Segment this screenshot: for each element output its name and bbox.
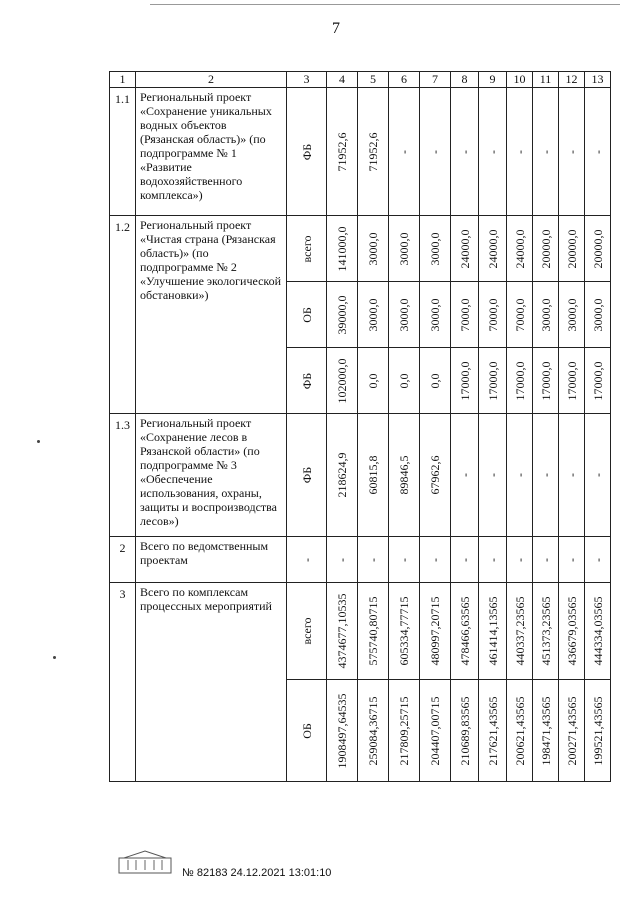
value-cell [585, 537, 611, 583]
value-text: 17000,0 [457, 361, 472, 400]
value-text: - [512, 473, 527, 477]
value-cell [533, 680, 559, 782]
value-cell [585, 216, 611, 282]
value-text: 39000,0 [335, 295, 349, 334]
value-text: 17000,0 [590, 361, 605, 400]
value-text: - [335, 557, 349, 562]
value-text: 0,0 [366, 373, 380, 388]
value-text: 4374677,10535 [335, 593, 349, 669]
value-text: 1908497,64535 [335, 693, 349, 768]
funding-source-label: всего [299, 234, 314, 263]
column-header: 5 [358, 72, 389, 88]
value-cell [420, 583, 451, 680]
value-text: 200271,43565 [564, 696, 579, 765]
funding-source-label: ФБ [299, 143, 314, 160]
value-text: - [512, 149, 527, 154]
value-cell [420, 348, 451, 414]
funding-source [287, 583, 327, 680]
value-cell [451, 282, 479, 348]
value-cell [358, 537, 389, 583]
column-header: 11 [533, 72, 559, 88]
value-cell [327, 680, 358, 782]
funding-source [287, 414, 327, 537]
value-text: 3000,0 [590, 298, 605, 331]
value-text: 3000,0 [564, 298, 579, 331]
value-text: 605334,77715 [397, 596, 411, 666]
column-header: 9 [479, 72, 507, 88]
value-text: 3000,0 [397, 298, 411, 331]
value-text: 440337,23565 [512, 596, 527, 666]
value-cell [358, 88, 389, 216]
value-text: 7000,0 [485, 298, 500, 331]
value-text: - [457, 473, 472, 477]
value-text: 20000,0 [590, 229, 605, 268]
value-cell [479, 414, 507, 537]
value-text: 575740,80715 [366, 596, 380, 666]
value-text: 141000,0 [335, 226, 349, 271]
value-cell [585, 88, 611, 216]
value-text: - [485, 149, 500, 154]
row-number: 1.1 [110, 88, 136, 216]
value-cell [389, 348, 420, 414]
value-cell [358, 414, 389, 537]
value-text: 436679,03565 [564, 596, 579, 666]
table-row [110, 537, 611, 583]
funding-source [287, 282, 327, 348]
value-cell [585, 680, 611, 782]
header-row [110, 72, 611, 88]
column-header: 2 [136, 72, 287, 88]
column-header: 3 [287, 72, 327, 88]
value-cell [479, 348, 507, 414]
project-name: Всего по ведомственным проектам [136, 537, 287, 583]
funding-source [287, 88, 327, 216]
value-text: - [457, 557, 472, 562]
value-cell [533, 88, 559, 216]
column-header: 1 [110, 72, 136, 88]
value-text: - [512, 557, 527, 562]
value-cell [389, 583, 420, 680]
row-number: 1.3 [110, 414, 136, 537]
value-cell [358, 583, 389, 680]
value-cell [389, 537, 420, 583]
value-text: 17000,0 [485, 361, 500, 400]
value-cell [358, 216, 389, 282]
value-text: 478466,63565 [457, 596, 472, 666]
value-text: 20000,0 [538, 229, 553, 268]
value-text: 3000,0 [538, 298, 553, 331]
value-cell [327, 583, 358, 680]
value-text: 7000,0 [457, 298, 472, 331]
funding-source-label: ФБ [299, 466, 314, 484]
value-text: - [485, 557, 500, 562]
funding-source-label: - [299, 557, 314, 562]
value-text: 3000,0 [428, 232, 442, 265]
column-header: 4 [327, 72, 358, 88]
value-cell [327, 88, 358, 216]
funding-source-label: всего [299, 617, 314, 645]
value-cell [507, 414, 533, 537]
project-name: Всего по комплексам процессных мероприятий [136, 583, 287, 782]
value-cell [559, 282, 585, 348]
value-text: - [564, 557, 579, 562]
column-header: 8 [451, 72, 479, 88]
value-cell [327, 414, 358, 537]
scan-speck [37, 440, 40, 443]
funding-source-label: ОБ [299, 306, 314, 323]
value-text: 17000,0 [512, 361, 527, 400]
value-text: 89846,5 [397, 455, 411, 495]
value-text: 3000,0 [366, 232, 380, 265]
value-cell [479, 537, 507, 583]
project-name: Региональный проект «Сохранение уникальных водных объектов (Рязанская область)» (по подпрограмме № 1 «Развитие водохозяйственного комплекса») [136, 88, 287, 216]
value-text: 3000,0 [366, 298, 380, 331]
value-cell [451, 216, 479, 282]
funding-source [287, 537, 327, 583]
value-text: 217621,43565 [485, 696, 500, 765]
value-cell [559, 537, 585, 583]
value-cell [389, 88, 420, 216]
value-text: 3000,0 [428, 298, 442, 331]
value-text: 3000,0 [397, 232, 411, 265]
value-text: - [538, 473, 553, 477]
value-cell [559, 348, 585, 414]
value-cell [585, 583, 611, 680]
value-cell [451, 348, 479, 414]
value-cell [479, 88, 507, 216]
value-cell [389, 680, 420, 782]
value-cell [358, 282, 389, 348]
funding-source-label: ФБ [299, 372, 314, 389]
value-cell [559, 88, 585, 216]
value-cell [451, 583, 479, 680]
value-text: 200621,43565 [512, 696, 527, 765]
budget-table [109, 71, 611, 782]
value-text: 20000,0 [564, 229, 579, 268]
value-cell [420, 414, 451, 537]
value-cell [358, 680, 389, 782]
value-text: 218624,9 [335, 452, 349, 498]
value-text: 204407,00715 [428, 696, 442, 765]
column-header: 13 [585, 72, 611, 88]
value-cell [327, 282, 358, 348]
value-cell [507, 537, 533, 583]
value-text: 461414,13565 [485, 596, 500, 666]
value-text: 199521,43565 [590, 696, 605, 765]
value-cell [327, 348, 358, 414]
value-text: 451373,23565 [538, 596, 553, 666]
row-number: 2 [110, 537, 136, 583]
value-cell [507, 583, 533, 680]
value-cell [507, 216, 533, 282]
column-header: 7 [420, 72, 451, 88]
value-cell [533, 282, 559, 348]
value-cell [533, 583, 559, 680]
value-cell [420, 537, 451, 583]
value-cell [533, 537, 559, 583]
value-text: 60815,8 [366, 455, 380, 495]
value-text: - [590, 473, 605, 477]
value-text: - [428, 149, 442, 154]
funding-source [287, 216, 327, 282]
value-text: - [538, 149, 553, 154]
document-registration-number: № 82183 24.12.2021 13:01:10 [182, 867, 332, 879]
value-cell [585, 414, 611, 537]
value-text: - [590, 557, 605, 562]
scan-speck [53, 656, 56, 659]
row-number: 1.2 [110, 216, 136, 414]
value-cell [389, 282, 420, 348]
value-cell [533, 348, 559, 414]
value-cell [327, 537, 358, 583]
value-text: 480997,20715 [428, 596, 442, 666]
value-text: 102000,0 [335, 358, 349, 403]
value-text: 71952,6 [335, 132, 349, 171]
value-cell [451, 537, 479, 583]
value-text: - [538, 557, 553, 562]
value-cell [479, 680, 507, 782]
value-cell [420, 680, 451, 782]
table-row [110, 414, 611, 537]
value-cell [507, 282, 533, 348]
value-text: 17000,0 [538, 361, 553, 400]
value-cell [327, 216, 358, 282]
value-cell [420, 88, 451, 216]
value-text: - [457, 149, 472, 154]
value-cell [507, 680, 533, 782]
value-text: - [485, 473, 500, 477]
value-text: 198471,43565 [538, 696, 553, 765]
value-text: 0,0 [428, 373, 442, 388]
value-text: - [397, 557, 411, 562]
row-number: 3 [110, 583, 136, 782]
value-cell [451, 414, 479, 537]
value-text: - [397, 149, 411, 154]
value-text: 24000,0 [457, 229, 472, 268]
value-cell [559, 216, 585, 282]
value-text: - [590, 149, 605, 154]
value-text: 259084,36715 [366, 696, 380, 765]
value-text: 217809,25715 [397, 696, 411, 765]
value-text: - [366, 557, 380, 562]
seal-stamp-icon [118, 850, 172, 874]
value-text: 24000,0 [485, 229, 500, 268]
value-cell [451, 680, 479, 782]
column-header: 6 [389, 72, 420, 88]
value-text: 210689,83565 [457, 696, 472, 765]
value-cell [420, 282, 451, 348]
value-text: 67962,6 [428, 455, 442, 495]
value-cell [389, 414, 420, 537]
value-text: - [564, 473, 579, 477]
funding-source-label: ОБ [299, 722, 314, 739]
value-cell [533, 216, 559, 282]
page-number: 7 [332, 20, 340, 37]
value-cell [585, 348, 611, 414]
value-cell [559, 414, 585, 537]
project-name: Региональный проект «Чистая страна (Рязанская область)» (по подпрограмме № 2 «Улучшение экологической обстановки») [136, 216, 287, 414]
value-cell [479, 583, 507, 680]
value-cell [507, 348, 533, 414]
value-text: 71952,6 [366, 132, 380, 171]
value-text: 17000,0 [564, 361, 579, 400]
value-text: 0,0 [397, 373, 411, 388]
value-cell [533, 414, 559, 537]
column-header: 12 [559, 72, 585, 88]
table-row [110, 583, 611, 680]
value-text: 24000,0 [512, 229, 527, 268]
value-cell [479, 282, 507, 348]
top-scan-line [150, 4, 620, 5]
value-text: 444334,03565 [590, 596, 605, 666]
value-cell [507, 88, 533, 216]
value-text: - [428, 557, 442, 562]
project-name: Региональный проект «Сохранение лесов в Рязанской области» (по подпрограмме № 3 «Обеспечение использования, охраны, защиты и воспроизводства лесов») [136, 414, 287, 537]
funding-source [287, 348, 327, 414]
value-cell [420, 216, 451, 282]
value-cell [451, 88, 479, 216]
table-row [110, 216, 611, 282]
value-cell [389, 216, 420, 282]
column-header: 10 [507, 72, 533, 88]
value-cell [358, 348, 389, 414]
value-cell [585, 282, 611, 348]
value-text: 7000,0 [512, 298, 527, 331]
value-cell [559, 583, 585, 680]
funding-source [287, 680, 327, 782]
value-cell [559, 680, 585, 782]
table-row [110, 88, 611, 216]
value-cell [479, 216, 507, 282]
value-text: - [564, 149, 579, 154]
